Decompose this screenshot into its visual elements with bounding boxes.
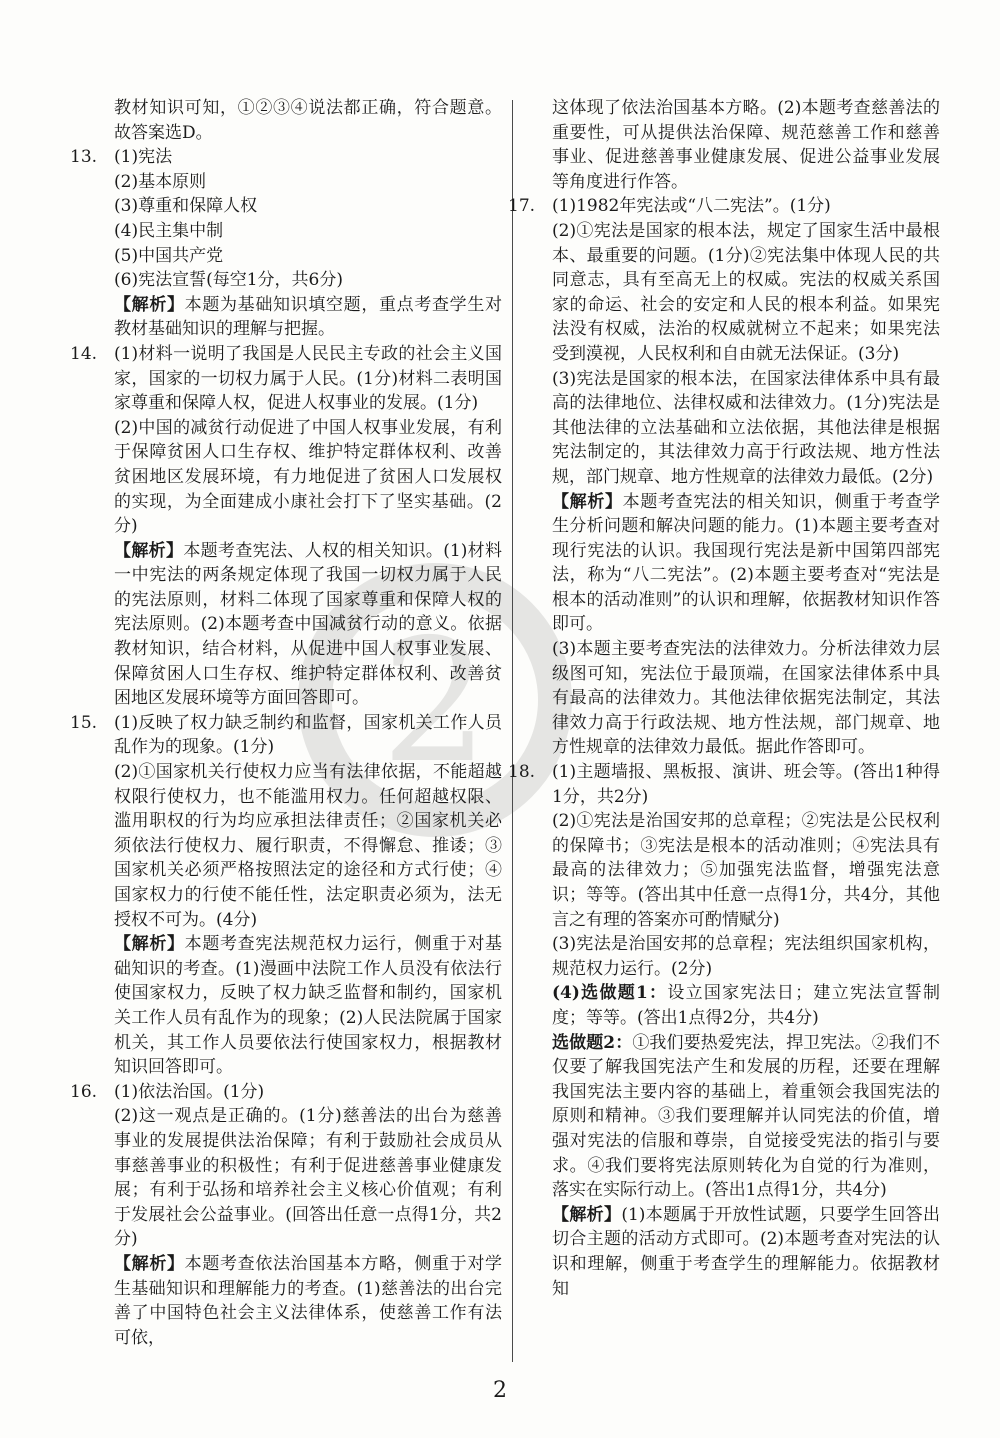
svg-text:2: 2 bbox=[380, 603, 490, 801]
continued-paragraph: 这体现了依法治国基本方略。(2)本题考查慈善法的重要性，可从提供法治保障、规范慈善工作和慈善事业、促进慈善事业健康发展、促进公益事业发展等角度进行作答。 bbox=[552, 98, 940, 192]
sub-answer: (2)这一观点是正确的。(1分)慈善法的出台为慈善事业的发展提供法治保障；有利于鼓励社会成员从事慈善事业的积极性；有利于促进慈善事业健康发展；有利于弘扬和培养社会主义核心价值观；有利于发展社会公益事业。(回答出任意一点得1分，共2分) bbox=[114, 1106, 502, 1250]
paragraph-text: 本题考查依法治国基本方略，侧重于对学生基础知识和理解能力的考查。(1)慈善法的出台完善了中国特色社会主义法律体系，使慈善工作有法可依， bbox=[114, 1253, 503, 1348]
analysis-label: 【解析】 bbox=[114, 934, 185, 955]
sub-answer: (5)中国共产党 bbox=[114, 245, 224, 266]
optional-question bbox=[530, 1031, 940, 1203]
paragraph-text: (1)本题属于开放性试题，只要学生回答出切合主题的活动方式即可。(2)本题考查对宪法的认识和理解，侧重于考查学生的理解能力。依据教材知 bbox=[552, 1204, 940, 1299]
question-answer bbox=[70, 342, 502, 416]
paragraph-text: 本题考查宪法、人权的相关知识。(1)材料一中宪法的两条规定体现了我国一切权力属于人民的宪法原则，材料二体现了国家尊重和保障人权的宪法原则。(2)本题考查中国减贫行动的意义。依据教材知识，结合材料，从促进中国人权事业发展、保障贫困人口生存权、维护特定群体权利、改善贫困地区发展环境等方面回答即可。 bbox=[114, 540, 502, 709]
sub-answer: (3)宪法是国家的根本法，在国家法律体系中具有最高的法律地位、法律权威和法律效力。(1分)宪法是其他法律的立法基础和立法依据，其他法律是根据宪法制定的，其法律效力高于行政法规、地方性法规，部门规章、地方性规章的法律效力最低。(2分) bbox=[552, 368, 940, 487]
analysis-label: 【解析】 bbox=[552, 1204, 622, 1225]
analysis-paragraph bbox=[92, 293, 502, 342]
page-number: 2 bbox=[493, 1378, 507, 1403]
analysis-label: 【解析】 bbox=[552, 491, 623, 512]
continued-paragraph: 教材知识可知，①②③④说法都正确，符合题意。故答案选D。 bbox=[114, 98, 502, 143]
sub-answer: (3)本题主要考查宪法的法律效力。分析法律效力层级图可知，宪法位于最顶端，在国家法律体系中具有最高的法律效力。其他法律依据宪法制定，其法律效力高于行政法规、地方性法规，部门规章、地方性规章的法律效力最低。据此作答即可。 bbox=[552, 639, 940, 758]
analysis-paragraph bbox=[92, 539, 502, 711]
right-column bbox=[508, 96, 941, 1301]
optional-label: (4)选做题1： bbox=[552, 983, 668, 1004]
sub-answer: (3)宪法是治国安邦的总章程；宪法组织国家机构，规范权力运行。(2分) bbox=[552, 934, 940, 979]
sub-answer: (6)宪法宣誓(每空1分，共6分) bbox=[114, 270, 343, 291]
paragraph-text: 本题考查宪法规范权力运行，侧重于对基础知识的考查。(1)漫画中法院工作人员没有依法行使国家权力，反映了权力缺乏监督和制约，国家机关工作人员有乱作为的现象；(2)人民法院属于国家机关，其工作人员要依法行使国家权力，根据教材知识回答即可。 bbox=[114, 934, 503, 1078]
paragraph-text: 本题为基础知识填空题，重点考查学生对教材基础知识的理解与把握。 bbox=[114, 294, 503, 340]
analysis-paragraph bbox=[92, 1252, 502, 1350]
question-answer bbox=[70, 711, 502, 760]
question-number: 14. bbox=[70, 343, 98, 364]
answer-text: (1)1982年宪法或“八二宪法”。(1分) bbox=[552, 196, 831, 217]
question-answer bbox=[508, 194, 940, 219]
column-divider bbox=[512, 100, 513, 1362]
question-number: 13. bbox=[70, 147, 98, 168]
sub-answer: (2)①宪法是国家的根本法，规定了国家生活中最根本、最重要的问题。(1分)②宪法集中体现人民的共同意志，具有至高无上的权威。宪法的权威关系国家的命运、社会的安定和人民的根本利益。如果宪法没有权威，法治的权威就树立不起来；如果宪法受到漠视，人民权利和自由就无法保证。(3分) bbox=[552, 220, 940, 364]
sub-answer: (2)中国的减贫行动促进了中国人权事业发展，有利于保障贫困人口生存权、维护特定群体权利、改善贫困地区发展环境，有力地促进了贫困人口发展权的实现，为全面建成小康社会打下了坚实基础。(2分) bbox=[114, 417, 502, 537]
question-number: 16. bbox=[70, 1081, 98, 1102]
question-answer bbox=[508, 760, 940, 809]
sub-answer: (2)①宪法是治国安邦的总章程；②宪法是公民权利的保障书；③宪法是根本的活动准则；④宪法具有最高的法律效力；⑤加强宪法监督，增强宪法意识；等等。(答出其中任意一点得1分，共4分，其他言之有理的答案亦可酌情赋分) bbox=[552, 811, 940, 930]
analysis-label: 【解析】 bbox=[114, 1253, 185, 1274]
paragraph-text: ①我们要热爱宪法，捍卫宪法。②我们不仅要了解我国宪法产生和发展的历程，还要在理解我国宪法主要内容的基础上，着重领会我国宪法的原则和精神。③我们要理解并认同宪法的价值，增强对宪法的信服和尊崇，自觉接受宪法的指引与要求。④我们要将宪法原则转化为自觉的行为准则，落实在实际行动上。(答出1点得1分，共4分) bbox=[552, 1032, 940, 1201]
answer-text: (1)依法治国。(1分) bbox=[114, 1081, 265, 1102]
analysis-paragraph bbox=[530, 1203, 940, 1301]
sub-answer: (2)基本原则 bbox=[114, 171, 207, 192]
sub-answer: (3)尊重和保障人权 bbox=[114, 196, 258, 217]
answer-text: (1)主题墙报、黑板报、演讲、班会等。(答出1种得1分，共2分) bbox=[552, 762, 940, 807]
paragraph-text: 本题考查宪法的相关知识，侧重于考查学生分析问题和解决问题的能力。(1)本题主要考查对现行宪法的认识。我国现行宪法是新中国第四部宪法，称为“八二宪法”。(2)本题主要考查对“宪法是根本的活动准则”的认识和理解，依据教材知识作答即可。 bbox=[552, 491, 941, 635]
optional-question bbox=[530, 981, 940, 1030]
answer-text: (1)反映了权力缺乏制约和监督，国家机关工作人员乱作为的现象。(1分) bbox=[114, 712, 502, 758]
question-number: 15. bbox=[70, 712, 98, 733]
question-number: 18. bbox=[508, 762, 536, 783]
analysis-label: 【解析】 bbox=[114, 294, 185, 315]
paragraph-text: 设立国家宪法日；建立宪法宣誓制度；等等。(答出1点得2分，共4分) bbox=[552, 983, 941, 1028]
left-column bbox=[70, 96, 503, 1350]
analysis-label: 【解析】 bbox=[114, 540, 184, 561]
question-answer bbox=[70, 145, 502, 170]
analysis-paragraph bbox=[530, 490, 940, 638]
sub-answer: (2)①国家机关行使权力应当有法律依据，不能超越权限行使权力，也不能滥用权力。任何超越权限、滥用职权的行为均应承担法律责任；②国家机关必须依法行使权力、履行职责，不得懈怠、推诿；③国家机关必须严格按照法定的途径和方式行使；④国家权力的行使不能任性，法定职责必须为，法无授权不可为。(4分) bbox=[114, 762, 502, 930]
question-number: 17. bbox=[508, 196, 536, 217]
answer-text: (1)材料一说明了我国是人民民主专政的社会主义国家，国家的一切权力属于人民。(1分)材料二表明国家尊重和保障人权，促进人权事业的发展。(1分) bbox=[114, 343, 502, 414]
analysis-paragraph bbox=[92, 932, 502, 1080]
answer-text: (1)宪法 bbox=[114, 147, 173, 168]
sub-answer: (4)民主集中制 bbox=[114, 220, 224, 241]
optional-label: 选做题2： bbox=[552, 1032, 633, 1053]
question-answer bbox=[70, 1080, 502, 1105]
